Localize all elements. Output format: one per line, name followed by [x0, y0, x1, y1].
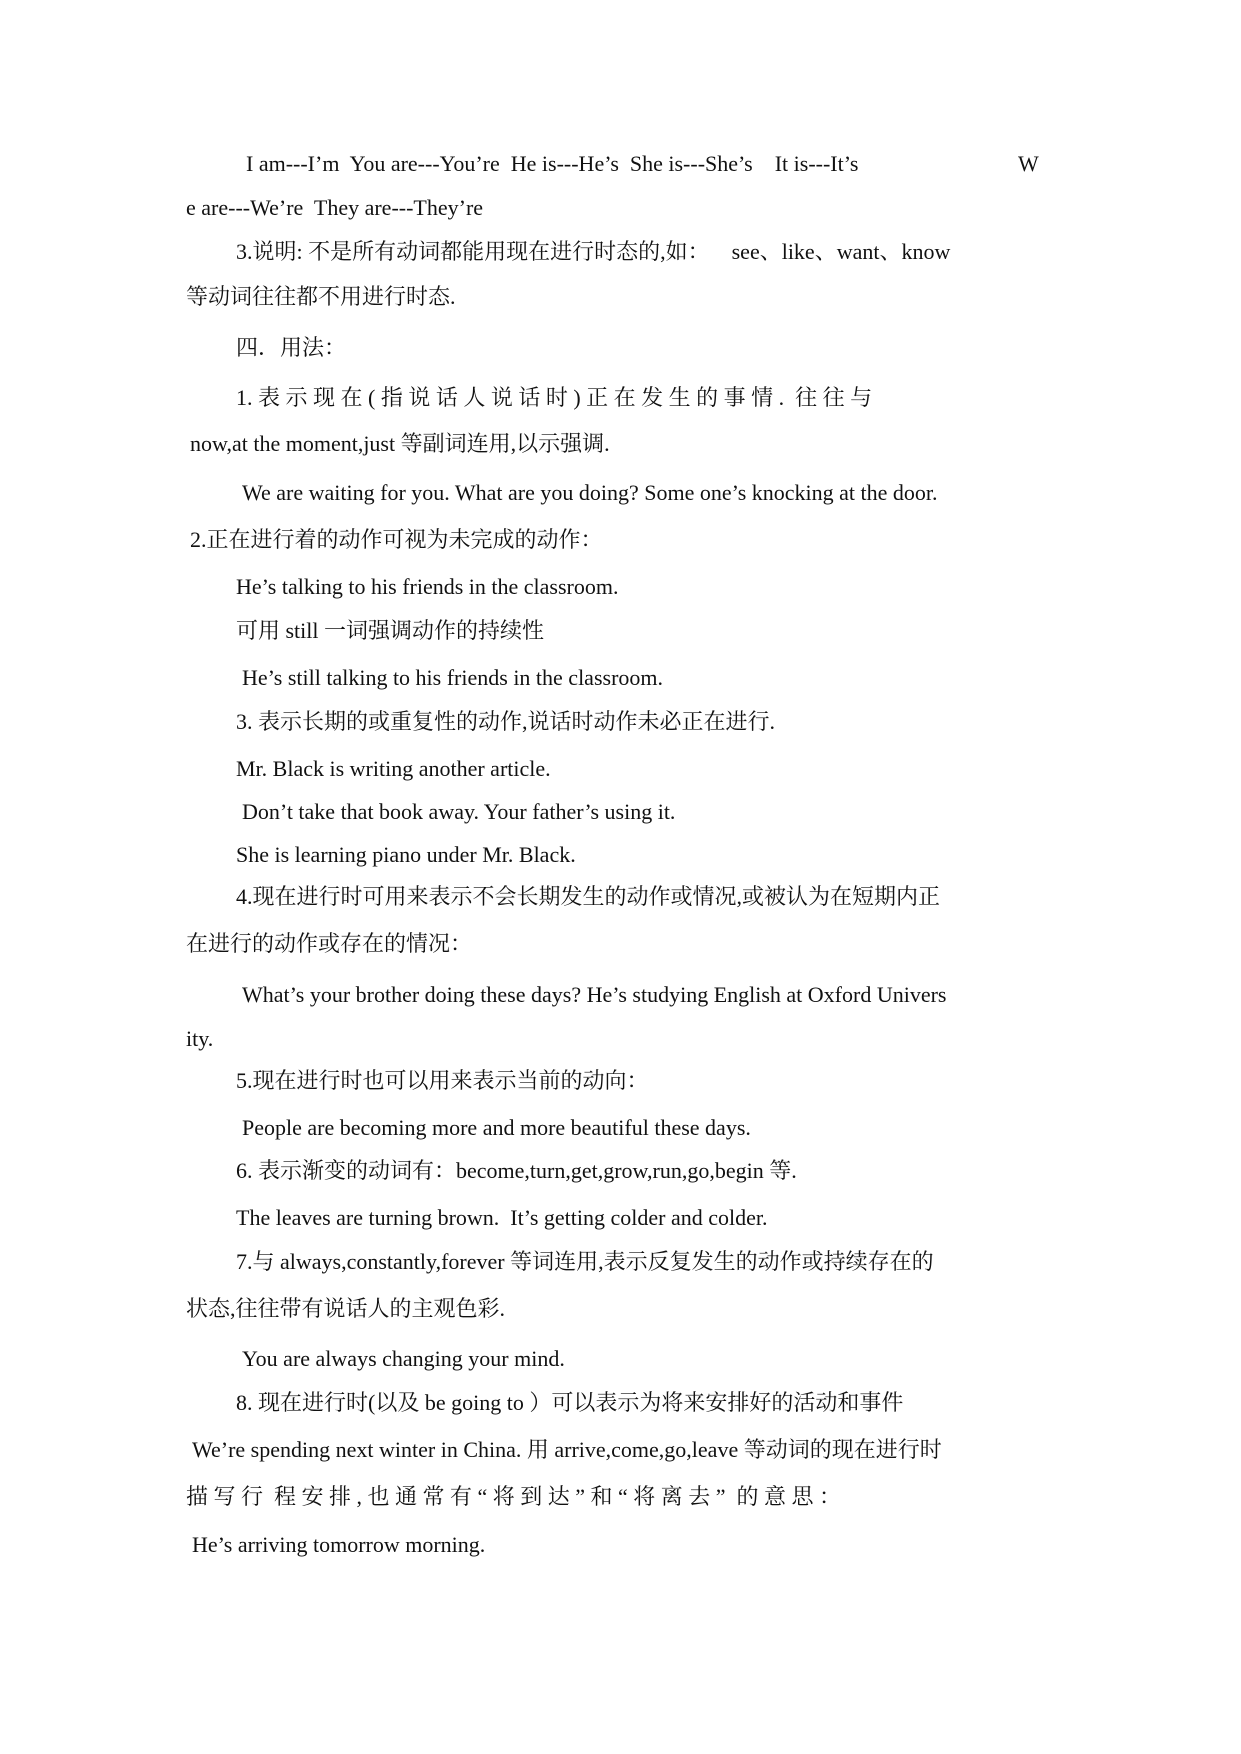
text-line: W — [1018, 151, 1039, 176]
text-line: e are---We’re They are---They’re — [186, 195, 484, 220]
example-sentence: You are always changing your mind. — [242, 1346, 565, 1371]
example-sentence: He’s still talking to his friends in the classroom. — [242, 665, 664, 690]
example-sentence: He’s talking to his friends in the classroom. — [236, 574, 619, 599]
text-line: I am---I’m You are---You’re He is---He’s She is---She’s It is---It’s — [246, 151, 859, 176]
text-line: 3.说明: 不是所有动词都能用现在进行时态的,如： see、like、want、know — [236, 239, 951, 264]
text-line: 5.现在进行时也可以用来表示当前的动向： — [236, 1068, 649, 1093]
example-sentence: What’s your brother doing these days? He’s studying English at Oxford Univers — [242, 982, 947, 1007]
text-line: 描 写 行 程 安 排 , 也 通 常 有 “ 将 到 达 ” 和 “ 将 离 去 ” 的 意 思 ： — [186, 1484, 842, 1509]
text-line: 在进行的动作或存在的情况： — [186, 931, 473, 956]
example-sentence: We are waiting for you. What are you doing? Some one’s knocking at the door. — [242, 480, 938, 505]
text-line: 等动词往往都不用进行时态. — [186, 284, 456, 309]
text-line: 1. 表 示 现 在 ( 指 说 话 人 说 话 时 ) 正 在 发 生 的 事 情 . 往 往 与 — [236, 385, 873, 410]
example-sentence: Don’t take that book away. Your father’s using it. — [242, 799, 676, 824]
example-sentence: ity. — [186, 1026, 214, 1051]
example-sentence: She is learning piano under Mr. Black. — [236, 842, 576, 867]
text-line: 3. 表示长期的或重复性的动作,说话时动作未必正在进行. — [236, 709, 776, 734]
text-line: 7.与 always,constantly,forever 等词连用,表示反复发生的动作或持续存在的 — [236, 1249, 934, 1274]
example-sentence: He’s arriving tomorrow morning. — [192, 1532, 486, 1557]
text-line: 6. 表示渐变的动词有：become,turn,get,grow,run,go,begin 等. — [236, 1158, 797, 1183]
text-line: now,at the moment,just 等副词连用,以示强调. — [190, 431, 610, 456]
example-sentence: The leaves are turning brown. It’s getting colder and colder. — [236, 1205, 768, 1230]
text-line: 2.正在进行着的动作可视为未完成的动作： — [190, 527, 603, 552]
text-line: 状态,往往带有说话人的主观色彩. — [186, 1296, 506, 1321]
section-heading: 四．用法： — [236, 335, 347, 360]
example-sentence: Mr. Black is writing another article. — [236, 756, 551, 781]
text-line: 可用 still 一词强调动作的持续性 — [236, 618, 545, 643]
example-sentence: People are becoming more and more beautiful these days. — [242, 1115, 751, 1140]
text-line: 8. 现在进行时(以及 be going to ）可以表示为将来安排好的活动和事件 — [236, 1390, 904, 1415]
text-line: 4.现在进行时可用来表示不会长期发生的动作或情况,或被认为在短期内正 — [236, 884, 941, 909]
text-line: We’re spending next winter in China. 用 arrive,come,go,leave 等动词的现在进行时 — [192, 1437, 942, 1462]
